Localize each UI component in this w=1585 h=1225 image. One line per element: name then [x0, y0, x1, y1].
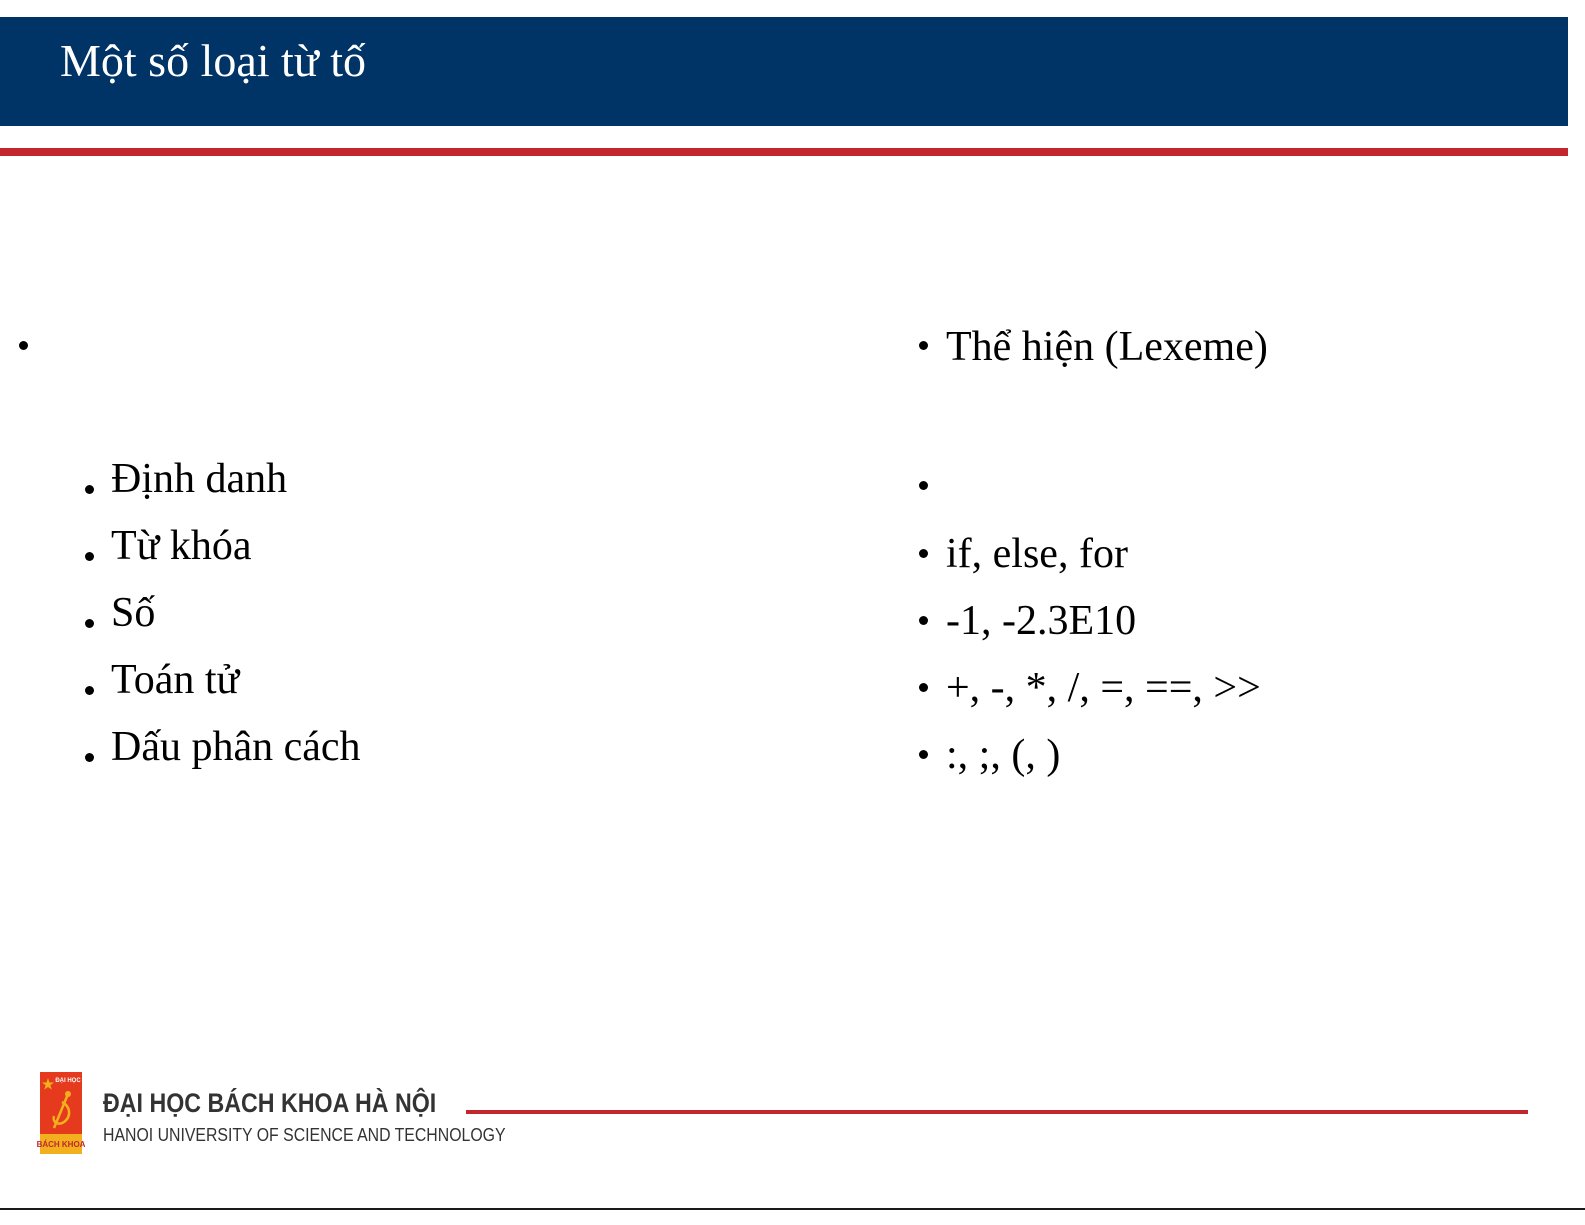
- right-column-header: Thể hiện (Lexeme): [946, 324, 1268, 370]
- university-logo-icon: [36, 1072, 86, 1154]
- logo-text-bottom: BÁCH KHOA: [36, 1140, 86, 1149]
- bullet-icon: [85, 619, 94, 628]
- logo-text-top: ĐẠI HỌC: [55, 1078, 81, 1084]
- bullet-icon: [85, 485, 94, 494]
- slide-title: Một số loại từ tố: [60, 35, 367, 86]
- list-item: if, else, for: [946, 531, 1128, 577]
- bullet-icon: [85, 753, 94, 762]
- bullet-icon: [85, 552, 94, 561]
- bullet-icon: [919, 683, 928, 692]
- bullet-icon: [85, 686, 94, 695]
- list-item: Số: [111, 590, 156, 636]
- bullet-icon: [919, 341, 928, 350]
- university-name-english: HANOI UNIVERSITY OF SCIENCE AND TECHNOLOGY: [103, 1125, 506, 1145]
- list-item: -1, -2.3E10: [946, 598, 1137, 644]
- list-item: Từ khóa: [111, 523, 252, 569]
- bullet-icon: [919, 549, 928, 558]
- title-divider: [0, 148, 1568, 156]
- list-item: :, ;, (, ): [946, 732, 1061, 778]
- list-item: Toán tử: [111, 657, 240, 703]
- university-name: ĐẠI HỌC BÁCH KHOA HÀ NỘI: [103, 1088, 437, 1118]
- bullet-icon: [19, 341, 28, 350]
- list-item: Định danh: [111, 456, 288, 502]
- footer-divider: [466, 1110, 1528, 1114]
- list-item: Dấu phân cách: [111, 724, 361, 770]
- bullet-icon: [919, 481, 928, 490]
- bullet-icon: [919, 616, 928, 625]
- list-item: +, -, *, /, =, ==, >>: [946, 665, 1261, 711]
- bullet-icon: [919, 750, 928, 759]
- bottom-divider: [0, 1208, 1585, 1210]
